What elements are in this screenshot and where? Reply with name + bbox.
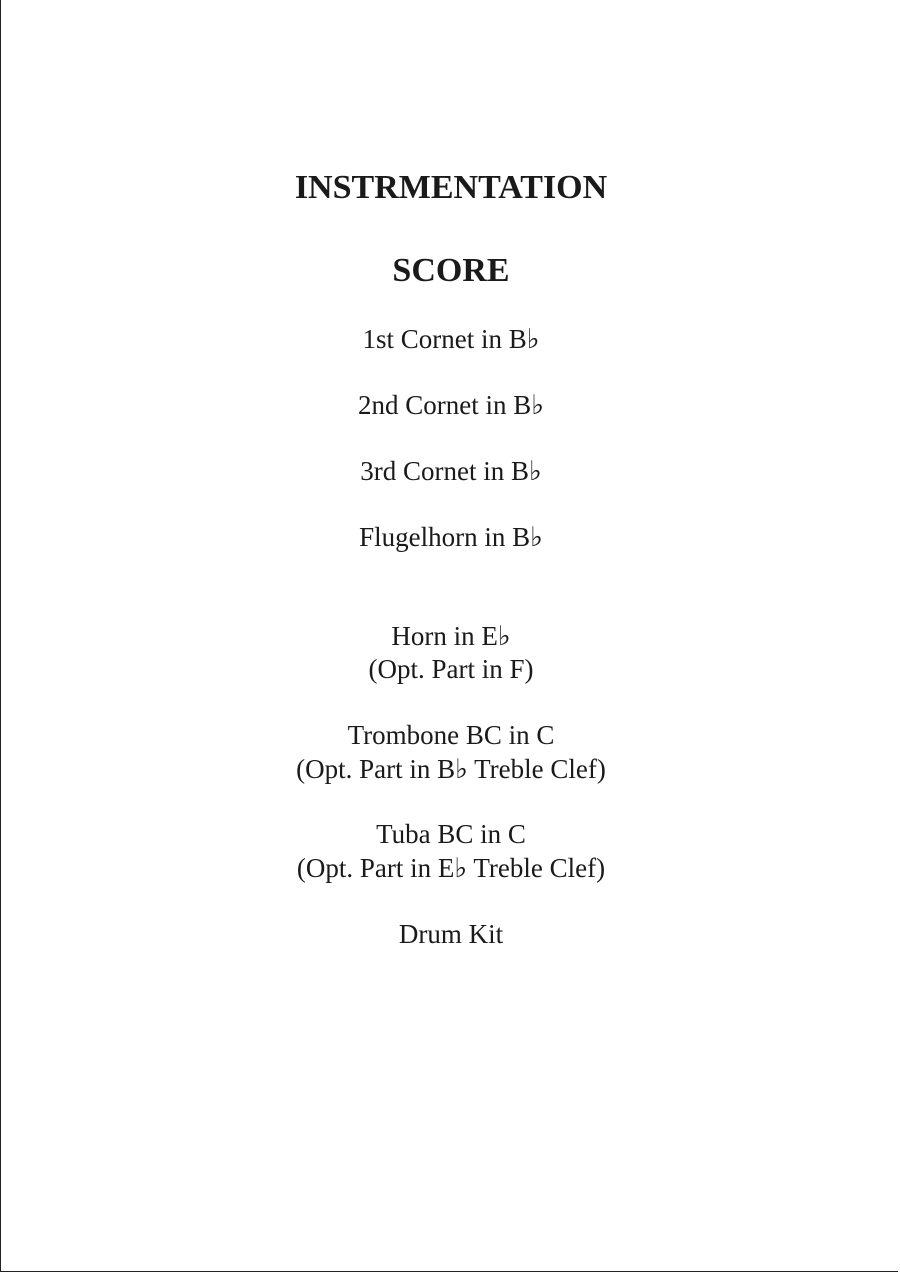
instrument-tuba-note: (Opt. Part in E♭ Treble Clef) xyxy=(296,853,606,883)
instrument-horn-note: (Opt. Part in F) xyxy=(368,654,534,684)
document-title: INSTRMENTATION xyxy=(294,169,608,206)
instrument-3rd-cornet: 3rd Cornet in B♭ xyxy=(360,456,542,486)
instrument-1st-cornet: 1st Cornet in B♭ xyxy=(362,324,540,354)
instrument-tuba: Tuba BC in C xyxy=(376,819,526,849)
instrument-horn: Horn in E♭ xyxy=(391,621,511,651)
instrument-trombone-note: (Opt. Part in B♭ Treble Clef) xyxy=(296,754,606,784)
document-subtitle: SCORE xyxy=(392,252,510,289)
instrument-drum-kit: Drum Kit xyxy=(398,919,504,949)
instrument-flugelhorn: Flugelhorn in B♭ xyxy=(359,522,543,552)
instrument-trombone: Trombone BC in C xyxy=(347,720,555,750)
instrument-2nd-cornet: 2nd Cornet in B♭ xyxy=(358,390,544,420)
